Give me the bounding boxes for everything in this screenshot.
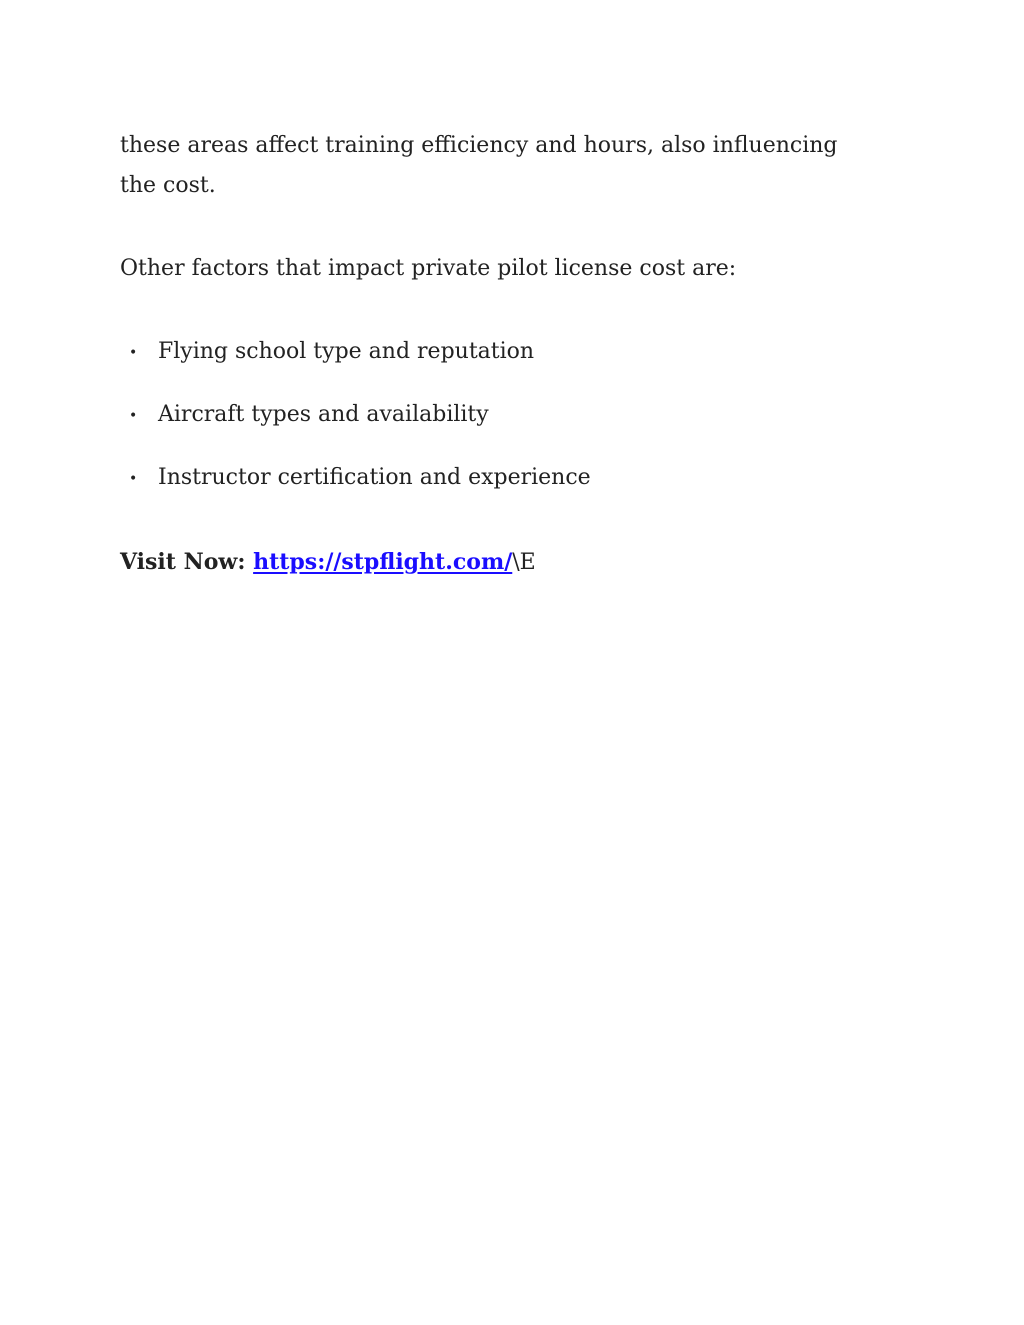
document-body <box>120 126 880 583</box>
bullet-icon: • <box>129 408 138 424</box>
list-item <box>120 395 880 435</box>
factors-intro-paragraph: Other factors that impact private pilot license cost are: <box>120 256 737 281</box>
bullet-icon: • <box>129 471 138 487</box>
visit-line <box>120 542 880 583</box>
factors-list <box>120 332 880 498</box>
list-item <box>120 332 880 372</box>
list-item <box>120 458 880 498</box>
website-link[interactable]: https://stpflight.com/ <box>253 549 513 575</box>
bullet-icon: • <box>129 345 138 361</box>
visit-label: Visit Now: <box>120 549 254 575</box>
list-item-text: Flying school type and reputation <box>158 339 535 364</box>
visit-trailing-text: \E <box>512 550 536 575</box>
list-item-text: Aircraft types and availability <box>158 402 489 427</box>
list-item-text: Instructor certification and experience <box>158 465 591 490</box>
intro-paragraph: these areas affect training efficiency and hours, also influencing the cost. <box>120 133 838 198</box>
